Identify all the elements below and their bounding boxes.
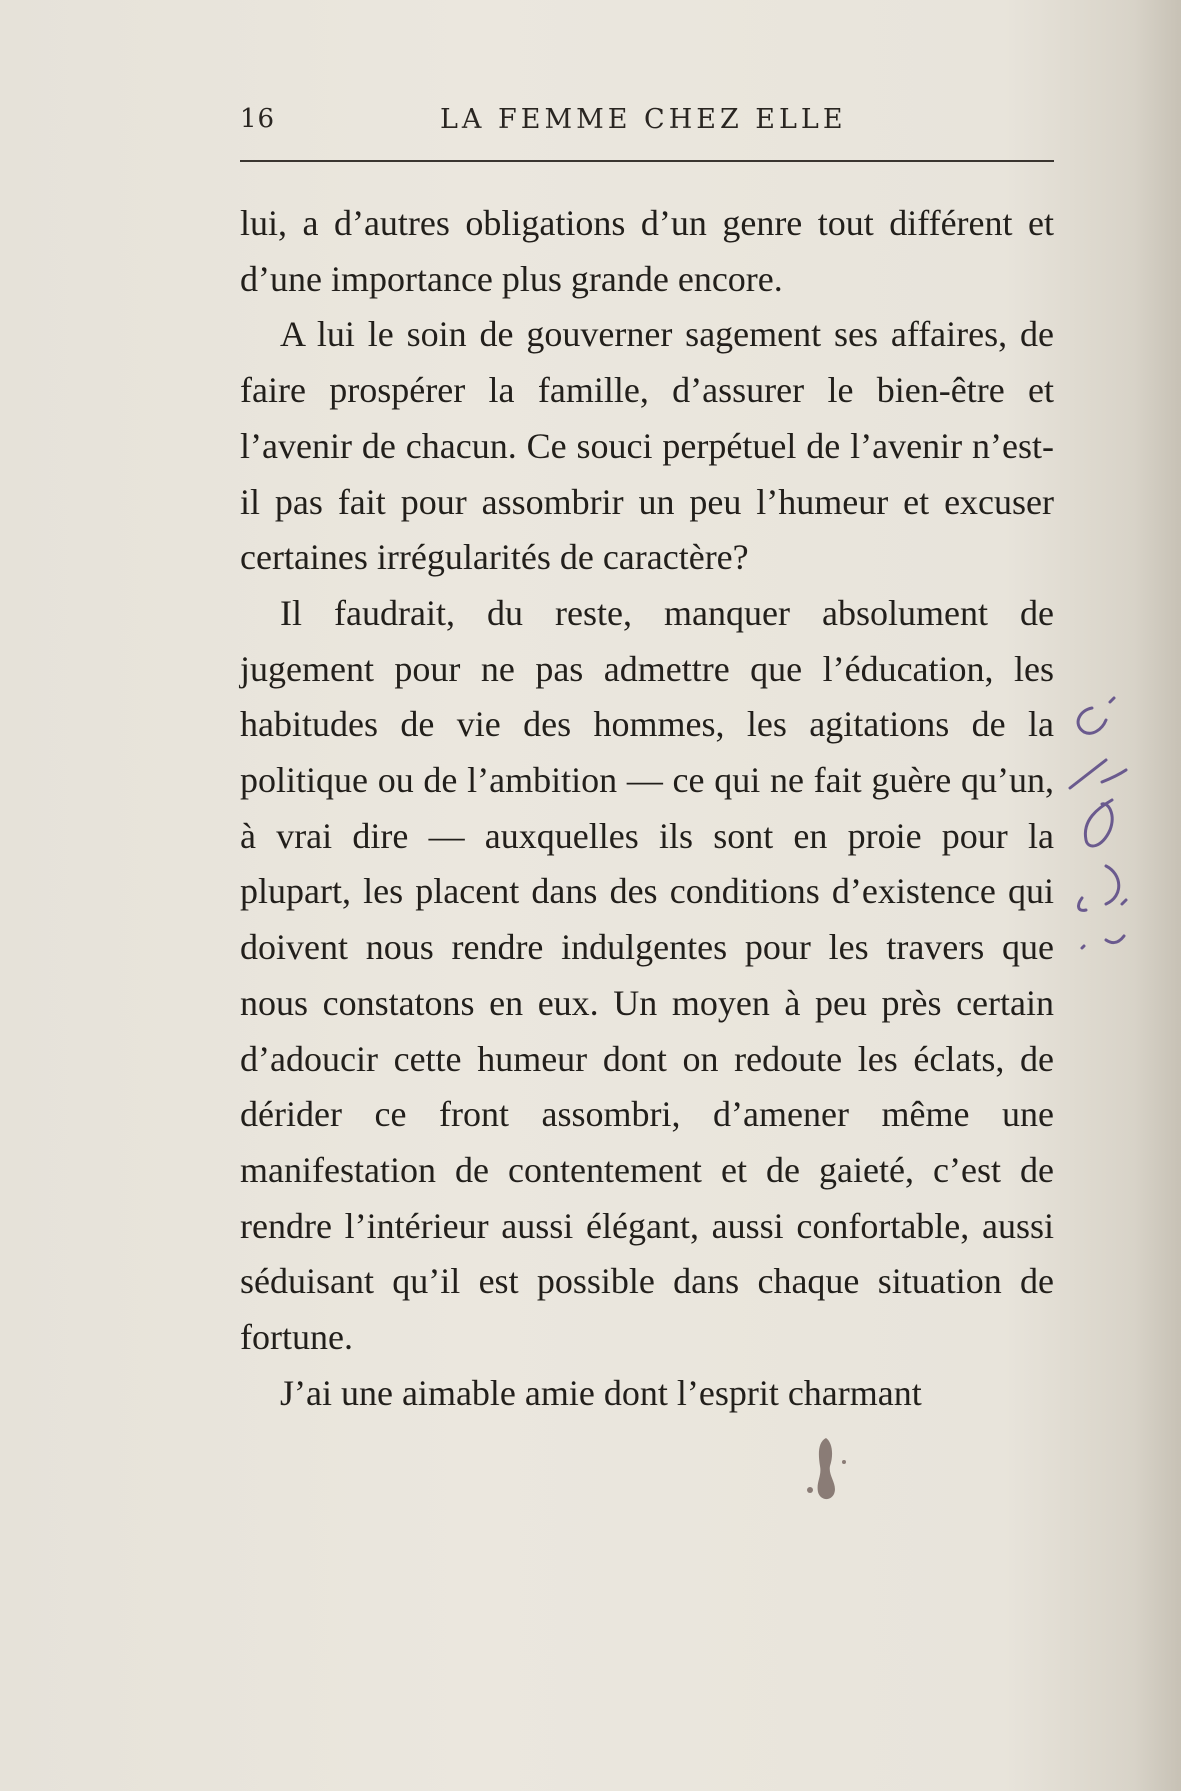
paragraph-2: A lui le soin de gouverner sagement ses affaires, de faire prospérer la famille, d’assurer le bien-être et l’avenir de chacun. Ce souci perpétuel de l’avenir n’est-il pas fait pour assombrir un peu l’humeur et excuser certaines irrégularités de caractère? (240, 314, 1054, 578)
body-text (240, 196, 1054, 1421)
paragraph-3: Il faudrait, du reste, manquer absolument de jugement pour ne pas admettre que l’éducation, les habitudes de vie des hommes, les agitations de la politique ou de l’ambition — ce qui ne fait guère qu’un, à vrai dire — auxquelles ils sont en proie pour la plupart, les placent dans des conditions d’existence qui doivent nous rendre indulgentes pour les travers que nous constatons en eux. Un moyen à peu près certain d’adoucir cette humeur dont on redoute les éclats, de dérider ce front assombri, d’amener même une manifestation de contentement et de gaieté, c’est de rendre l’intérieur aussi élégant, aussi confortable, aussi séduisant qu’il est possible dans chaque situation de fortune. (240, 592, 1054, 1358)
page-header (240, 104, 1054, 144)
handwritten-margin-annotation (1062, 690, 1152, 970)
page-number: 16 (240, 104, 276, 134)
paragraph-1: lui, a d’autres obligations d’un genre tout différent et d’une importance plus grande encore. (240, 203, 1054, 299)
header-rule (240, 160, 1054, 162)
ink-stain (798, 1432, 858, 1512)
running-head: LA FEMME CHEZ ELLE (440, 104, 847, 135)
paragraph-4: J’ai une aimable amie dont l’esprit charmant (280, 1372, 922, 1413)
